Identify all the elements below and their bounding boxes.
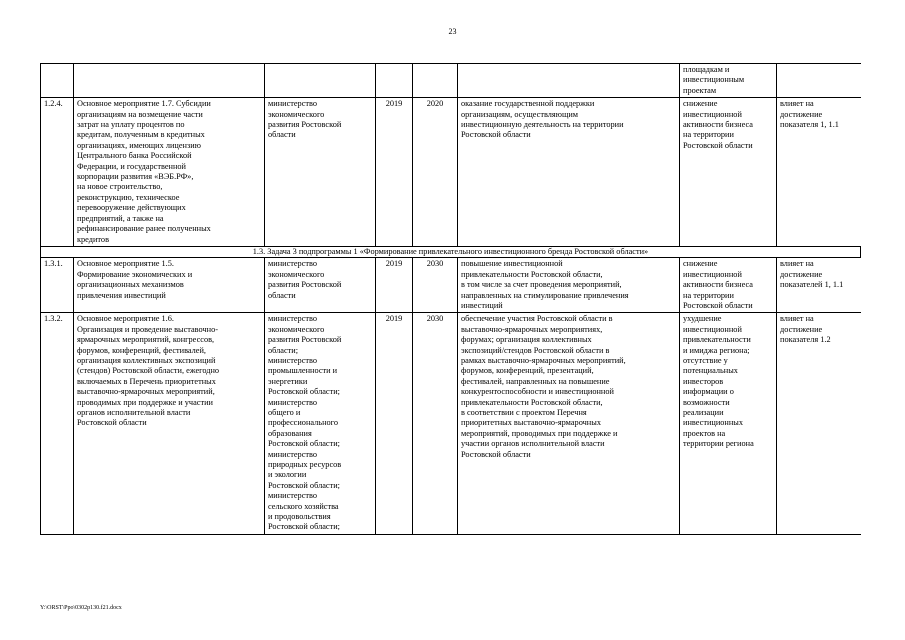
- text-line: развития Ростовской: [268, 120, 342, 130]
- start-year-cell: 2019: [376, 258, 413, 313]
- indicator-link-cell: [777, 64, 861, 98]
- text-line: экономического: [268, 269, 325, 279]
- text-line: обеспечение участия Ростовской области в: [461, 314, 613, 324]
- text-line: в том числе за счет проведения мероприятий,: [461, 280, 622, 290]
- start-year-cell: 2019: [376, 313, 413, 535]
- text-line: информации о: [683, 387, 734, 397]
- text-line: привлекательности Ростовской области,: [461, 397, 603, 407]
- text-line: снижение: [683, 259, 718, 269]
- text-line: Ростовской области;: [268, 522, 340, 532]
- start-year-cell: [376, 64, 413, 98]
- text-line: влияет на: [780, 99, 814, 109]
- text-line: потенциальных: [683, 366, 738, 376]
- text-line: проектов на: [683, 428, 726, 438]
- page-number: 23: [448, 27, 457, 36]
- text-line: в соответствии с проектом Перечня: [461, 408, 587, 417]
- text-line: области;: [268, 345, 299, 355]
- text-line: инвестиционной: [683, 324, 742, 334]
- text-line: организациям на возмещение части: [77, 109, 203, 119]
- text-line: Основное мероприятие 1.5.: [77, 259, 174, 269]
- text-line: области: [268, 130, 296, 140]
- text-line: показателя 1, 1.1: [780, 120, 839, 130]
- text-line: затрат на уплату процентов по: [77, 120, 185, 130]
- text-line: кредитов: [77, 234, 109, 244]
- text-line: (стендов) Ростовской области, ежегодно: [77, 366, 220, 376]
- text-line: природных ресурсов: [268, 460, 342, 470]
- indicator-link-cell: [777, 98, 861, 247]
- measures-table: [40, 63, 861, 535]
- text-line: энергетики: [268, 376, 308, 386]
- text-line: проводимых при поддержке и участии: [77, 397, 213, 407]
- text-line: повышение инвестиционной: [461, 259, 563, 269]
- text-line: влияет на: [780, 259, 814, 269]
- text-line: ухудшение: [683, 314, 722, 324]
- text-line: привлекательности Ростовской области,: [461, 269, 603, 279]
- text-line: достижение: [780, 324, 823, 334]
- text-line: мероприятий, проводимых при поддержке и: [461, 428, 618, 438]
- text-line: рефинансирование ранее полученных: [77, 224, 211, 234]
- text-line: выставочно-ярмарочных мероприятиях,: [461, 324, 603, 334]
- text-line: привлечения инвестиций: [77, 290, 166, 300]
- text-line: министерство: [268, 259, 318, 269]
- text-line: промышленности и: [268, 366, 338, 376]
- text-line: перевооружение действующих: [77, 203, 186, 213]
- text-line: министерство: [268, 491, 318, 501]
- executor-cell: [265, 313, 376, 535]
- table-row: [41, 98, 861, 247]
- text-line: Ростовской области: [77, 418, 147, 428]
- text-line: оказание государственной поддержки: [461, 99, 595, 109]
- text-line: министерство: [268, 355, 318, 365]
- text-line: включаемых в Перечень приоритетных: [77, 376, 216, 386]
- text-line: организациях, имеющих лицензию: [77, 140, 201, 150]
- end-year-cell: 2030: [413, 258, 458, 313]
- text-line: министерство: [268, 314, 318, 324]
- text-line: участии органов исполнительной власти: [461, 439, 605, 449]
- text-line: экономического: [268, 109, 325, 119]
- end-year-cell: 2030: [413, 313, 458, 535]
- text-line: Федерации, и государственной: [77, 161, 186, 171]
- text-line: конкурентоспособности и инвестиционной: [461, 387, 614, 397]
- text-line: профессионального: [268, 418, 339, 428]
- text-line: выставочно-ярмарочных мероприятий,: [77, 387, 215, 397]
- text-line: достижение: [780, 109, 823, 119]
- text-line: форумов, конференций, фестивалей,: [77, 345, 206, 355]
- text-line: области: [268, 290, 296, 300]
- text-line: предприятий, а также на: [77, 213, 164, 223]
- expected-result-cell: [458, 98, 680, 247]
- row-number-cell: 1.3.1.: [41, 258, 74, 313]
- text-line: министерство: [268, 397, 318, 407]
- text-line: ярмарочных мероприятий, конгрессов,: [77, 335, 215, 345]
- text-line: на территории: [683, 290, 734, 300]
- text-line: общего и: [268, 408, 301, 417]
- measure-name-cell: [74, 98, 265, 247]
- row-number-cell: [41, 64, 74, 98]
- table-row: [41, 313, 861, 535]
- text-line: Организация и проведение выставочно-: [77, 324, 218, 334]
- text-line: Ростовской области: [461, 449, 531, 459]
- text-line: и экологии: [268, 470, 307, 480]
- expected-result-cell: [458, 313, 680, 535]
- text-line: экспозиций/стендов Ростовской области в: [461, 345, 610, 355]
- text-line: привлекательности: [683, 335, 751, 345]
- expected-result-cell: [458, 258, 680, 313]
- text-line: показателя 1.2: [780, 335, 831, 345]
- text-line: инвестиционной: [683, 269, 742, 279]
- text-line: территории региона: [683, 439, 754, 449]
- text-line: развития Ростовской: [268, 335, 342, 345]
- table-row: [41, 258, 861, 313]
- text-line: экономического: [268, 324, 325, 334]
- text-line: инвестиционных: [683, 418, 744, 428]
- text-line: образования: [268, 428, 312, 438]
- text-line: приоритетных выставочно-ярмарочных: [461, 418, 601, 428]
- text-line: инвестиционной: [683, 109, 742, 119]
- measure-name-cell: [74, 64, 265, 98]
- text-line: достижение: [780, 269, 823, 279]
- text-line: сельского хозяйства: [268, 501, 339, 511]
- text-line: Ростовской области: [461, 130, 531, 140]
- consequences-cell: [680, 64, 777, 98]
- text-line: органов исполнительной власти: [77, 408, 191, 417]
- text-line: организационных механизмов: [77, 280, 184, 290]
- text-line: на территории: [683, 130, 734, 140]
- text-line: реконструкцию, техническое: [77, 192, 180, 202]
- text-line: и имиджа региона;: [683, 345, 750, 355]
- text-line: кредитам, полученным в кредитных: [77, 130, 205, 140]
- text-line: Основное мероприятие 1.6.: [77, 314, 174, 324]
- text-line: рамках выставочно-ярмарочных мероприятий,: [461, 355, 626, 365]
- table-row: [41, 64, 861, 98]
- text-line: проектам: [683, 85, 717, 95]
- end-year-cell: 2020: [413, 98, 458, 247]
- executor-cell: [265, 258, 376, 313]
- indicator-link-cell: [777, 313, 861, 535]
- text-line: Ростовской области;: [268, 480, 340, 490]
- text-line: инвестиционным: [683, 75, 745, 85]
- indicator-link-cell: [777, 258, 861, 313]
- text-line: площадкам и: [683, 65, 730, 74]
- text-line: форумов, конференций, презентаций,: [461, 366, 594, 376]
- end-year-cell: [413, 64, 458, 98]
- measure-name-cell: [74, 258, 265, 313]
- text-line: и продовольствия: [268, 512, 331, 522]
- consequences-cell: [680, 98, 777, 247]
- text-line: форумах; организация коллективных: [461, 335, 592, 345]
- measure-name-cell: [74, 313, 265, 535]
- text-line: фестивалей, направленных на повышение: [461, 376, 610, 386]
- row-number-cell: 1.2.4.: [41, 98, 74, 247]
- text-line: направленных на стимулирование привлечения: [461, 290, 629, 300]
- text-line: организациям, осуществляющим: [461, 109, 579, 119]
- text-line: Ростовской области: [683, 140, 753, 150]
- start-year-cell: 2019: [376, 98, 413, 247]
- text-line: возможности: [683, 397, 730, 407]
- text-line: Ростовской области;: [268, 439, 340, 449]
- text-line: министерство: [268, 99, 318, 109]
- row-number-cell: 1.3.2.: [41, 313, 74, 535]
- executor-cell: [265, 64, 376, 98]
- text-line: активности бизнеса: [683, 280, 753, 290]
- text-line: Ростовской области;: [268, 387, 340, 397]
- text-line: организация коллективных экспозиций: [77, 355, 216, 365]
- consequences-cell: [680, 313, 777, 535]
- text-line: Ростовской области: [683, 300, 753, 310]
- text-line: Основное мероприятие 1.7. Субсидии: [77, 99, 211, 109]
- text-line: корпорации развития «ВЭБ.РФ»,: [77, 172, 194, 182]
- task-heading-row: 1.3. Задача 3 подпрограммы 1 «Формирование привлекательного инвестиционного бренда Ростовской области»: [41, 246, 861, 257]
- text-line: активности бизнеса: [683, 120, 753, 130]
- expected-result-cell: [458, 64, 680, 98]
- consequences-cell: [680, 258, 777, 313]
- text-line: развития Ростовской: [268, 280, 342, 290]
- text-line: показателей 1, 1.1: [780, 280, 844, 290]
- text-line: Формирование экономических и: [77, 269, 193, 279]
- text-line: Центрального банка Российской: [77, 151, 192, 161]
- text-line: снижение: [683, 99, 718, 109]
- file-path-footer: Y:\ORST\Ppo\0302p130.f21.docx: [40, 605, 122, 611]
- text-line: реализации: [683, 408, 724, 417]
- text-line: на новое строительство,: [77, 182, 163, 192]
- text-line: инвесторов: [683, 376, 724, 386]
- text-line: инвестиций: [461, 300, 503, 310]
- text-line: отсутствие у: [683, 355, 728, 365]
- executor-cell: [265, 98, 376, 247]
- text-line: инвестиционную деятельность на территории: [461, 120, 624, 130]
- text-line: министерство: [268, 449, 318, 459]
- text-line: влияет на: [780, 314, 814, 324]
